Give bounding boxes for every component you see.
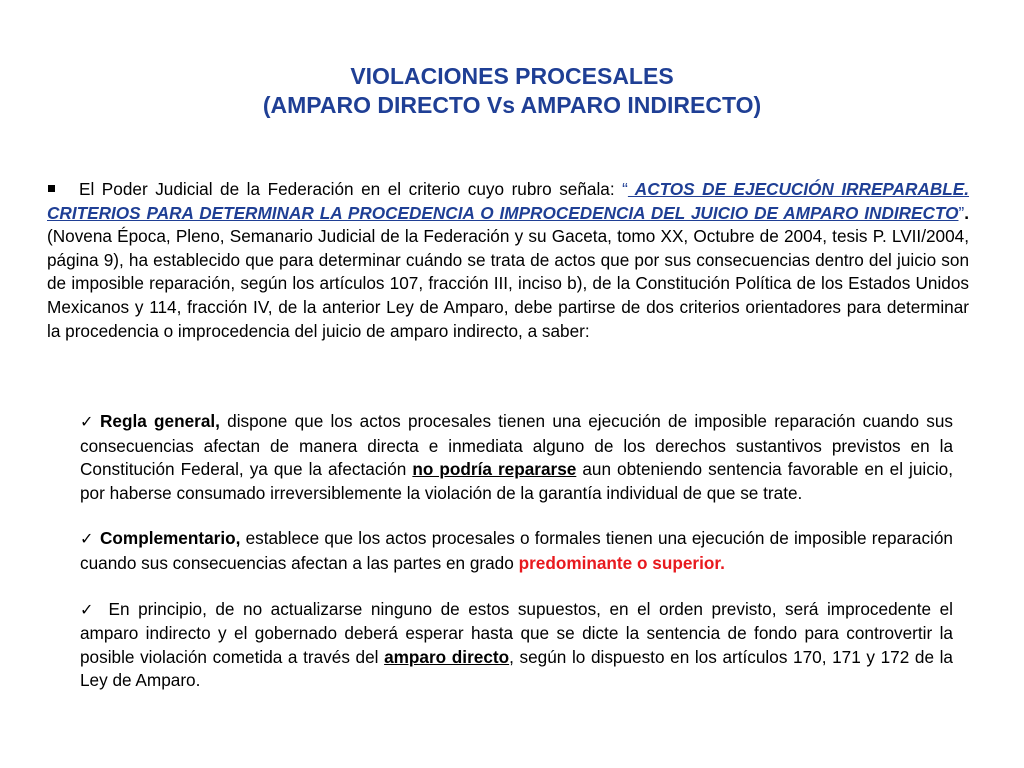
item-text: En principio, de no actualizarse ninguno de estos supuestos, en el orden previsto, será improcedente el amparo indirecto y el gobernado deberá esperar hasta que se dicte la sentencia de fondo para controvertir la posible violación cometida a través del: [80, 598, 953, 667]
intro-close-quote: ”: [958, 202, 965, 223]
intro-lead: El Poder Judicial de la Federación en el criterio cuyo rubro señala:: [79, 179, 623, 199]
list-item: [80, 410, 953, 505]
item-text-after: , según lo dispuesto en los artículos 170, 171 y 172 de la Ley de Amparo.: [80, 646, 953, 691]
criteria-list: [80, 410, 953, 715]
intro-rest: (Novena Época, Pleno, Semanario Judicial de la Federación y su Gaceta, tomo XX, Octubre de 2004, tesis P. LVII/2004, página 9), ha establecido que para determinar cuándo se trata de actos que por sus consecuencias dentro del juicio son de imposible reparación, según los artículos 107, fracción III, inciso b), de la Constitución Política de los Estados Unidos Mexicanos y 114, fracción IV, de la anterior Ley de Amparo, debe partirse de dos criterios orientadores para determinar la procedencia o improcedencia del juicio de amparo indirecto, a saber:: [47, 226, 969, 341]
title-line-1: VIOLACIONES PROCESALES: [350, 63, 674, 89]
item-text-after: aun obteniendo sentencia favorable en el juicio, por haberse consumado irreversiblemente la violación de la garantía individual de que se trate.: [80, 459, 953, 503]
item-lead: Regla general,: [100, 411, 220, 431]
item-emphasis: predominante o superior.: [518, 552, 725, 573]
list-item: [80, 527, 953, 575]
intro-rubro-link[interactable]: ACTOS DE EJECUCIÓN IRREPARABLE. CRITERIOS PARA DETERMINAR LA PROCEDENCIA O IMPROCEDENCIA DEL JUICIO DE AMPARO INDIRECTO: [47, 179, 970, 223]
item-emphasis: no podría repararse: [412, 459, 577, 480]
check-icon: ✓: [80, 601, 94, 619]
item-text: dispone que los actos procesales tienen una ejecución de imposible reparación cuando sus consecuencias afectan de manera directa e inmediata alguno de los derechos sustantivos previstos en la Constitución Federal, ya que la afectación: [80, 411, 953, 480]
title-line-2: (AMPARO DIRECTO Vs AMPARO INDIRECTO): [262, 92, 762, 118]
check-icon: ✓: [80, 414, 94, 431]
list-item: [80, 598, 953, 693]
item-text: establece que los actos procesales o formales tienen una ejecución de imposible reparación cuando sus consecuencias afectan a las partes en grado: [80, 528, 953, 573]
intro-paragraph: [47, 178, 969, 343]
check-icon: ✓: [80, 531, 94, 549]
item-lead: Complementario,: [100, 528, 241, 549]
item-emphasis: amparo directo: [384, 646, 510, 667]
intro-period: .: [964, 202, 969, 223]
square-bullet-icon: [48, 185, 55, 192]
intro-open-quote: “: [622, 179, 628, 199]
slide-title: [0, 62, 1024, 120]
